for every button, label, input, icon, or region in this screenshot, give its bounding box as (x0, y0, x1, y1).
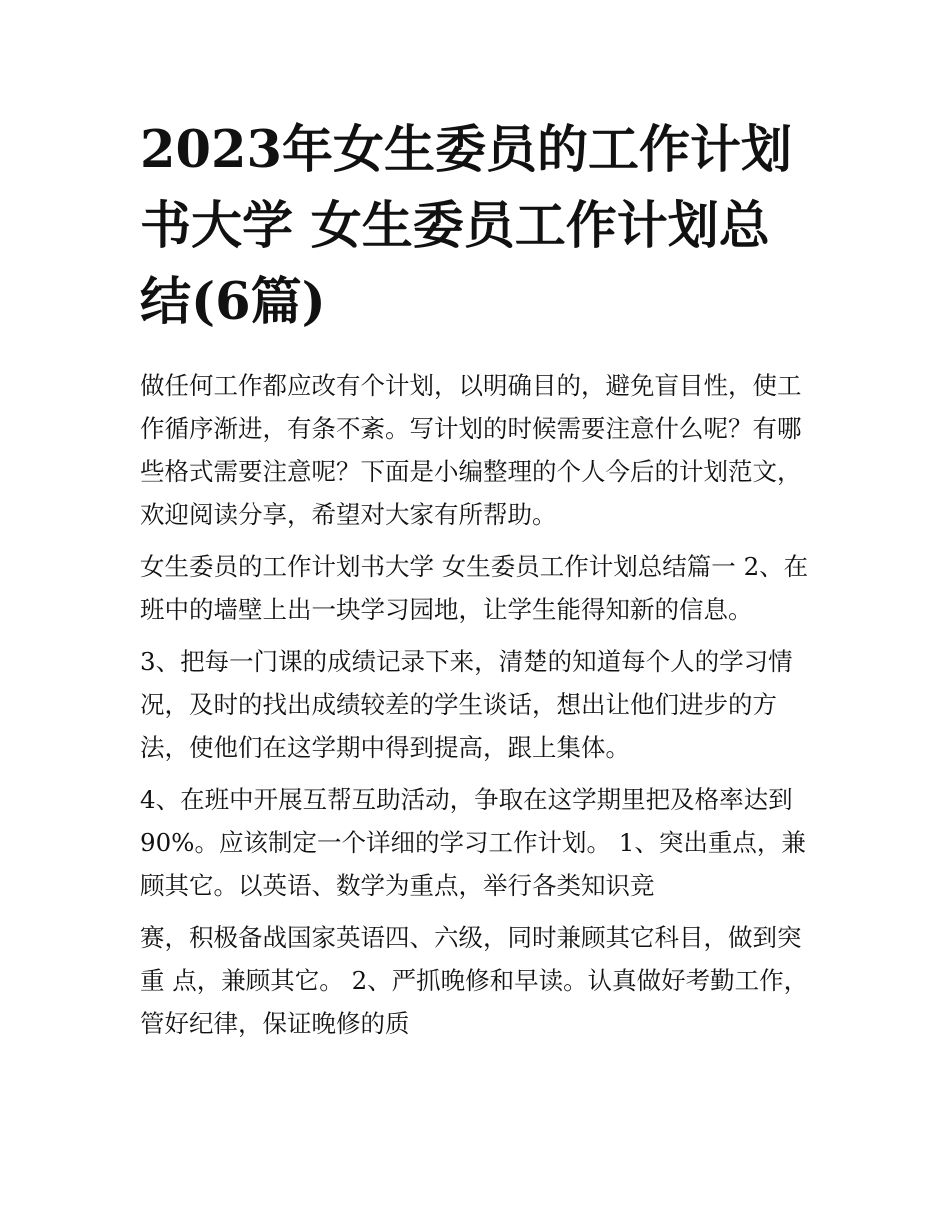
document-body (140, 364, 820, 1045)
body-line: 女生委员的工作计划书大学 女生委员工作计划总结篇一 2、在 (140, 552, 809, 581)
body-line: 欢迎阅读分享，希望对大家有所帮助。 (140, 500, 557, 529)
body-line: 况，及时的找出成绩较差的学生谈话，想出让他们进步的方 (140, 690, 777, 719)
body-line: 做任何工作都应改有个计划，以明确目的，避免盲目性，使工 (140, 371, 802, 400)
body-line: 些格式需要注意呢？下面是小编整理的个人今后的计划范文， (140, 457, 802, 486)
body-line: 法，使他们在这学期中得到提高，跟上集体。 (140, 733, 630, 762)
body-line: 重 点，兼顾其它。 2、严抓晚修和早读。认真做好考勤工作， (140, 966, 809, 995)
body-line: 作循序渐进，有条不紊。写计划的时候需要注意什么呢？有哪 (140, 414, 802, 443)
body-line: 班中的墙壁上出一块学习园地，让学生能得知新的信息。 (140, 595, 753, 624)
body-line: 顾其它。以英语、数学为重点，举行各类知识竞 (140, 871, 655, 900)
body-line: 4、在班中开展互帮互助活动，争取在这学期里把及格率达到 (140, 785, 793, 814)
body-line: 赛，积极备战国家英语四、六级，同时兼顾其它科目，做到突 (140, 923, 802, 952)
body-line: 管好纪律，保证晚修的质 (140, 1009, 410, 1038)
document-page (140, 112, 820, 1045)
body-line: 90%。应该制定一个详细的学习工作计划。 1、突出重点，兼 (140, 828, 806, 857)
document-title: 2023年女生委员的工作计划书大学 女生委员工作计划总结(6篇) (140, 120, 792, 332)
body-line: 3、把每一门课的成绩记录下来，清楚的知道每个人的学习情 (140, 647, 793, 676)
